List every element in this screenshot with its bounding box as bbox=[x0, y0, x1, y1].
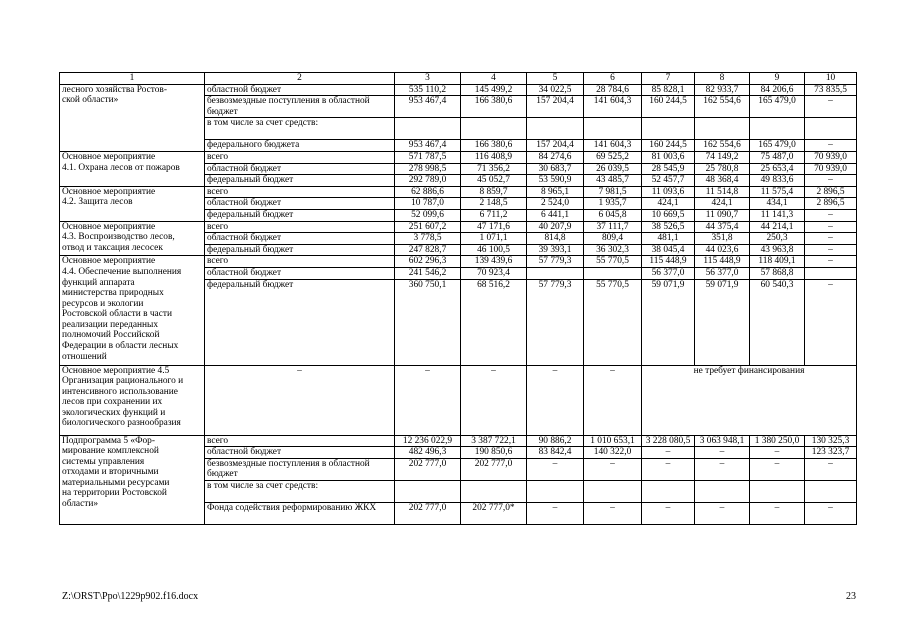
funding-source: областной бюджет bbox=[205, 163, 395, 175]
row-label-line: Основное мероприятие bbox=[62, 221, 156, 232]
funding-source: всего bbox=[205, 221, 395, 233]
header-row bbox=[60, 73, 857, 85]
value-cell: 202 777,0 bbox=[461, 458, 527, 480]
value-cell: 11 093,6 bbox=[642, 186, 695, 198]
row-label-line: ской области» bbox=[62, 95, 119, 106]
budget-table bbox=[59, 72, 857, 525]
row-label-line: лесного хозяйства Ростов- bbox=[62, 84, 167, 95]
value-cell: 3 063 948,1 bbox=[695, 435, 750, 447]
value-cell: 3 228 080,5 bbox=[642, 435, 695, 447]
value-cell bbox=[527, 480, 584, 502]
value-cell: – bbox=[805, 279, 857, 365]
value-cell: 69 525,2 bbox=[584, 151, 642, 163]
row-label-line: ресурсов и экологии bbox=[62, 298, 144, 309]
value-cell: 47 171,6 bbox=[461, 221, 527, 233]
value-cell: 26 039,5 bbox=[584, 163, 642, 175]
value-cell: 59 071,9 bbox=[695, 279, 750, 365]
value-cell: 6 441,1 bbox=[527, 209, 584, 221]
value-cell: – bbox=[695, 447, 750, 459]
value-cell bbox=[695, 480, 750, 502]
value-cell: 165 479,0 bbox=[750, 96, 805, 118]
row-label-line: отходами и вторичными bbox=[62, 467, 159, 478]
value-cell: 118 409,1 bbox=[750, 256, 805, 268]
value-cell: 52 099,6 bbox=[395, 209, 461, 221]
value-cell bbox=[395, 480, 461, 502]
value-cell bbox=[805, 480, 857, 502]
value-cell: 953 467,4 bbox=[395, 140, 461, 152]
row-label-line: мирование комплексной bbox=[62, 446, 159, 457]
value-cell: 57 868,8 bbox=[750, 267, 805, 279]
row-label bbox=[60, 365, 205, 435]
value-cell: 73 835,5 bbox=[805, 84, 857, 96]
value-cell: 83 842,4 bbox=[527, 447, 584, 459]
value-cell: 49 833,6 bbox=[750, 175, 805, 187]
value-cell: 38 045,4 bbox=[642, 244, 695, 256]
row-label bbox=[60, 151, 205, 186]
row-label-line: 4.3. Воспроизводство лесов, bbox=[62, 232, 175, 243]
value-cell: 11 141,3 bbox=[750, 209, 805, 221]
funding-note: не требует финансирования bbox=[642, 365, 857, 435]
value-cell: – bbox=[527, 365, 584, 435]
value-cell: 30 683,7 bbox=[527, 163, 584, 175]
row-label-line: на территории Ростовской bbox=[62, 488, 167, 499]
page-number: 23 bbox=[846, 591, 856, 602]
value-cell: – bbox=[584, 458, 642, 480]
value-cell: 12 236 022,9 bbox=[395, 435, 461, 447]
value-cell: 202 777,0 bbox=[395, 458, 461, 480]
value-cell bbox=[527, 267, 584, 279]
funding-source: в том числе за счет средств: bbox=[205, 118, 395, 140]
value-cell: – bbox=[642, 447, 695, 459]
row-label bbox=[60, 221, 205, 256]
value-cell: 60 540,3 bbox=[750, 279, 805, 365]
row-label bbox=[60, 256, 205, 365]
value-cell: – bbox=[805, 175, 857, 187]
value-cell: – bbox=[642, 458, 695, 480]
value-cell: 53 590,9 bbox=[527, 175, 584, 187]
row-label-line: 4.4. Обеспечение выполнения bbox=[62, 266, 182, 277]
value-cell: 166 380,6 bbox=[461, 96, 527, 118]
value-cell: – bbox=[805, 458, 857, 480]
value-cell: 360 750,1 bbox=[395, 279, 461, 365]
value-cell: 70 923,4 bbox=[461, 267, 527, 279]
table-row bbox=[60, 365, 857, 435]
value-cell: 85 828,1 bbox=[642, 84, 695, 96]
value-cell: 115 448,9 bbox=[695, 256, 750, 268]
value-cell: – bbox=[395, 365, 461, 435]
value-cell: 241 546,2 bbox=[395, 267, 461, 279]
value-cell: 34 022,5 bbox=[527, 84, 584, 96]
row-label-line: биологического разнообразия bbox=[62, 418, 181, 429]
value-cell: 75 487,0 bbox=[750, 151, 805, 163]
value-cell: 52 457,7 bbox=[642, 175, 695, 187]
value-cell bbox=[461, 480, 527, 502]
table-row bbox=[60, 221, 857, 233]
value-cell: – bbox=[584, 502, 642, 524]
footer-file-path: Z:\ORST\Ppo\1229p902.f16.docx bbox=[62, 591, 199, 602]
value-cell bbox=[584, 118, 642, 140]
value-cell: – bbox=[805, 221, 857, 233]
value-cell: 115 448,9 bbox=[642, 256, 695, 268]
value-cell: 202 777,0 bbox=[395, 502, 461, 524]
value-cell: 130 325,3 bbox=[805, 435, 857, 447]
row-label bbox=[60, 186, 205, 221]
value-cell: – bbox=[695, 502, 750, 524]
value-cell: 162 554,6 bbox=[695, 140, 750, 152]
column-number: 8 bbox=[695, 73, 750, 85]
value-cell bbox=[527, 118, 584, 140]
value-cell: 145 499,2 bbox=[461, 84, 527, 96]
value-cell: 11 575,4 bbox=[750, 186, 805, 198]
funding-source: федеральный бюджет bbox=[205, 244, 395, 256]
row-label-line: функций аппарата bbox=[62, 277, 135, 288]
value-cell: 571 787,5 bbox=[395, 151, 461, 163]
funding-source: федеральный бюджет bbox=[205, 279, 395, 365]
value-cell: 8 859,7 bbox=[461, 186, 527, 198]
value-cell bbox=[805, 267, 857, 279]
value-cell: 1 071,1 bbox=[461, 233, 527, 245]
row-label-line: экологических функций и bbox=[62, 407, 166, 418]
value-cell: 36 302,3 bbox=[584, 244, 642, 256]
funding-source: областной бюджет bbox=[205, 84, 395, 96]
row-label-line: Основное мероприятие bbox=[62, 151, 156, 162]
value-cell: 2 148,5 bbox=[461, 198, 527, 210]
row-label-line: министерства природных bbox=[62, 288, 164, 299]
funding-source: областной бюджет bbox=[205, 233, 395, 245]
value-cell: 1 935,7 bbox=[584, 198, 642, 210]
value-cell: 251 607,2 bbox=[395, 221, 461, 233]
row-label-line: Ростовской области в части bbox=[62, 309, 172, 320]
value-cell: 157 204,4 bbox=[527, 140, 584, 152]
value-cell: 11 090,7 bbox=[695, 209, 750, 221]
value-cell: 160 244,5 bbox=[642, 140, 695, 152]
funding-source: всего bbox=[205, 435, 395, 447]
row-label-line: интенсивного использование bbox=[62, 386, 178, 397]
value-cell: 157 204,4 bbox=[527, 96, 584, 118]
value-cell: 57 779,3 bbox=[527, 279, 584, 365]
value-cell: 68 516,2 bbox=[461, 279, 527, 365]
funding-source: федерального бюджета bbox=[205, 140, 395, 152]
value-cell: – bbox=[805, 96, 857, 118]
row-label-line: реализации переданных bbox=[62, 319, 159, 330]
row-label-line: материальными ресурсами bbox=[62, 477, 170, 488]
row-label-line: отношений bbox=[62, 351, 107, 362]
value-cell: 6 045,8 bbox=[584, 209, 642, 221]
value-cell: 278 998,5 bbox=[395, 163, 461, 175]
value-cell: 39 393,1 bbox=[527, 244, 584, 256]
row-label-line: отвод и таксация лесосек bbox=[62, 242, 163, 253]
value-cell: – bbox=[805, 256, 857, 268]
row-label-line: Подпрограмма 5 «Фор- bbox=[62, 435, 155, 446]
funding-source: федеральный бюджет bbox=[205, 175, 395, 187]
funding-source: областной бюджет bbox=[205, 447, 395, 459]
row-label-line: 4.2. Защита лесов bbox=[62, 197, 133, 208]
value-cell: 25 653,4 bbox=[750, 163, 805, 175]
value-cell: 424,1 bbox=[695, 198, 750, 210]
value-cell: – bbox=[584, 365, 642, 435]
value-cell: 3 778,5 bbox=[395, 233, 461, 245]
value-cell bbox=[750, 480, 805, 502]
value-cell: – bbox=[642, 502, 695, 524]
value-cell: 953 467,4 bbox=[395, 96, 461, 118]
value-cell: 535 110,2 bbox=[395, 84, 461, 96]
value-cell: 57 779,3 bbox=[527, 256, 584, 268]
value-cell: 190 850,6 bbox=[461, 447, 527, 459]
value-cell: 1 010 653,1 bbox=[584, 435, 642, 447]
value-cell: 44 023,6 bbox=[695, 244, 750, 256]
funding-source: всего bbox=[205, 151, 395, 163]
value-cell: 165 479,0 bbox=[750, 140, 805, 152]
table-row bbox=[60, 151, 857, 163]
value-cell: 140 322,0 bbox=[584, 447, 642, 459]
value-cell: 139 439,6 bbox=[461, 256, 527, 268]
column-number: 9 bbox=[750, 73, 805, 85]
column-number: 3 bbox=[395, 73, 461, 85]
value-cell bbox=[750, 118, 805, 140]
value-cell: 28 784,6 bbox=[584, 84, 642, 96]
table-body bbox=[60, 73, 857, 525]
value-cell: 84 274,6 bbox=[527, 151, 584, 163]
value-cell: 141 604,3 bbox=[584, 96, 642, 118]
value-cell: 2 896,5 bbox=[805, 198, 857, 210]
funding-source: безвозмездные поступления в областной бюджет bbox=[205, 96, 395, 118]
value-cell: 55 770,5 bbox=[584, 256, 642, 268]
row-label bbox=[60, 435, 205, 524]
value-cell: 481,1 bbox=[642, 233, 695, 245]
value-cell: – bbox=[527, 502, 584, 524]
value-cell: 166 380,6 bbox=[461, 140, 527, 152]
value-cell: 62 886,6 bbox=[395, 186, 461, 198]
value-cell: – bbox=[695, 458, 750, 480]
value-cell bbox=[695, 118, 750, 140]
funding-source: федеральный бюджет bbox=[205, 209, 395, 221]
row-label-line: лесов при сохранении их bbox=[62, 397, 163, 408]
value-cell: 56 377,0 bbox=[695, 267, 750, 279]
column-number: 7 bbox=[642, 73, 695, 85]
value-cell: – bbox=[805, 140, 857, 152]
value-cell: 70 939,0 bbox=[805, 163, 857, 175]
value-cell bbox=[395, 118, 461, 140]
value-cell bbox=[584, 480, 642, 502]
value-cell: 2 896,5 bbox=[805, 186, 857, 198]
funding-source: всего bbox=[205, 186, 395, 198]
value-cell: 71 356,2 bbox=[461, 163, 527, 175]
value-cell: 43 963,8 bbox=[750, 244, 805, 256]
value-cell: 70 939,0 bbox=[805, 151, 857, 163]
value-cell: 141 604,3 bbox=[584, 140, 642, 152]
column-number: 6 bbox=[584, 73, 642, 85]
value-cell: 2 524,0 bbox=[527, 198, 584, 210]
value-cell: 45 052,7 bbox=[461, 175, 527, 187]
column-number: 4 bbox=[461, 73, 527, 85]
value-cell: 3 387 722,1 bbox=[461, 435, 527, 447]
value-cell: – bbox=[750, 502, 805, 524]
row-label-line: системы управления bbox=[62, 456, 145, 467]
funding-source: в том числе за счет средств: bbox=[205, 480, 395, 502]
value-cell: 28 545,9 bbox=[642, 163, 695, 175]
value-cell: – bbox=[205, 365, 395, 435]
value-cell: 25 780,8 bbox=[695, 163, 750, 175]
value-cell: 6 711,2 bbox=[461, 209, 527, 221]
value-cell: 162 554,6 bbox=[695, 96, 750, 118]
table-row bbox=[60, 186, 857, 198]
funding-source: безвозмездные поступления в областной бюджет bbox=[205, 458, 395, 480]
row-label-line: Основное мероприятие 4.5 bbox=[62, 365, 170, 376]
funding-source: Фонда содействия реформированию ЖКХ bbox=[205, 502, 395, 524]
column-number: 5 bbox=[527, 73, 584, 85]
value-cell: 48 368,4 bbox=[695, 175, 750, 187]
value-cell: 424,1 bbox=[642, 198, 695, 210]
value-cell: 44 214,1 bbox=[750, 221, 805, 233]
value-cell: 250,3 bbox=[750, 233, 805, 245]
column-number: 2 bbox=[205, 73, 395, 85]
value-cell: – bbox=[527, 458, 584, 480]
row-label bbox=[60, 84, 205, 151]
value-cell: – bbox=[750, 458, 805, 480]
row-label-line: Организация рационального и bbox=[62, 376, 184, 387]
funding-source: областной бюджет bbox=[205, 267, 395, 279]
value-cell: 59 071,9 bbox=[642, 279, 695, 365]
value-cell: 814,8 bbox=[527, 233, 584, 245]
value-cell: – bbox=[750, 447, 805, 459]
table-row bbox=[60, 84, 857, 96]
value-cell: 123 323,7 bbox=[805, 447, 857, 459]
column-number: 10 bbox=[805, 73, 857, 85]
value-cell bbox=[642, 118, 695, 140]
value-cell: 56 377,0 bbox=[642, 267, 695, 279]
value-cell: – bbox=[461, 365, 527, 435]
value-cell: 46 100,5 bbox=[461, 244, 527, 256]
value-cell: 809,4 bbox=[584, 233, 642, 245]
value-cell: 8 965,1 bbox=[527, 186, 584, 198]
value-cell bbox=[461, 118, 527, 140]
value-cell: 37 111,7 bbox=[584, 221, 642, 233]
value-cell: 7 981,5 bbox=[584, 186, 642, 198]
row-label-line: Федерации в области лесных bbox=[62, 341, 179, 352]
funding-source: областной бюджет bbox=[205, 198, 395, 210]
row-label-line: области» bbox=[62, 499, 99, 510]
value-cell: 247 828,7 bbox=[395, 244, 461, 256]
value-cell: – bbox=[805, 244, 857, 256]
value-cell: 602 296,3 bbox=[395, 256, 461, 268]
value-cell: 43 485,7 bbox=[584, 175, 642, 187]
table-row bbox=[60, 435, 857, 447]
value-cell bbox=[805, 118, 857, 140]
value-cell bbox=[584, 267, 642, 279]
value-cell: 202 777,0* bbox=[461, 502, 527, 524]
table-row bbox=[60, 256, 857, 268]
row-label-line: Основное мероприятие bbox=[62, 186, 156, 197]
value-cell: 81 003,6 bbox=[642, 151, 695, 163]
value-cell: 38 526,5 bbox=[642, 221, 695, 233]
value-cell: 116 408,9 bbox=[461, 151, 527, 163]
value-cell: – bbox=[805, 502, 857, 524]
value-cell: 90 886,2 bbox=[527, 435, 584, 447]
value-cell: 482 496,3 bbox=[395, 447, 461, 459]
value-cell: 1 380 250,0 bbox=[750, 435, 805, 447]
value-cell: 74 149,2 bbox=[695, 151, 750, 163]
value-cell: – bbox=[805, 233, 857, 245]
funding-source: всего bbox=[205, 256, 395, 268]
value-cell: 10 669,5 bbox=[642, 209, 695, 221]
value-cell: 84 206,6 bbox=[750, 84, 805, 96]
value-cell: 55 770,5 bbox=[584, 279, 642, 365]
value-cell: 292 789,0 bbox=[395, 175, 461, 187]
row-label-line: Основное мероприятие bbox=[62, 256, 156, 267]
value-cell bbox=[642, 480, 695, 502]
value-cell: 82 933,7 bbox=[695, 84, 750, 96]
value-cell: 40 207,9 bbox=[527, 221, 584, 233]
value-cell: 11 514,8 bbox=[695, 186, 750, 198]
value-cell: 44 375,4 bbox=[695, 221, 750, 233]
value-cell: 434,1 bbox=[750, 198, 805, 210]
value-cell: 351,8 bbox=[695, 233, 750, 245]
value-cell: – bbox=[805, 209, 857, 221]
row-label-line: 4.1. Охрана лесов от пожаров bbox=[62, 162, 180, 173]
value-cell: 160 244,5 bbox=[642, 96, 695, 118]
column-number: 1 bbox=[60, 73, 205, 85]
value-cell: 10 787,0 bbox=[395, 198, 461, 210]
row-label-line: полномочий Российской bbox=[62, 330, 160, 341]
